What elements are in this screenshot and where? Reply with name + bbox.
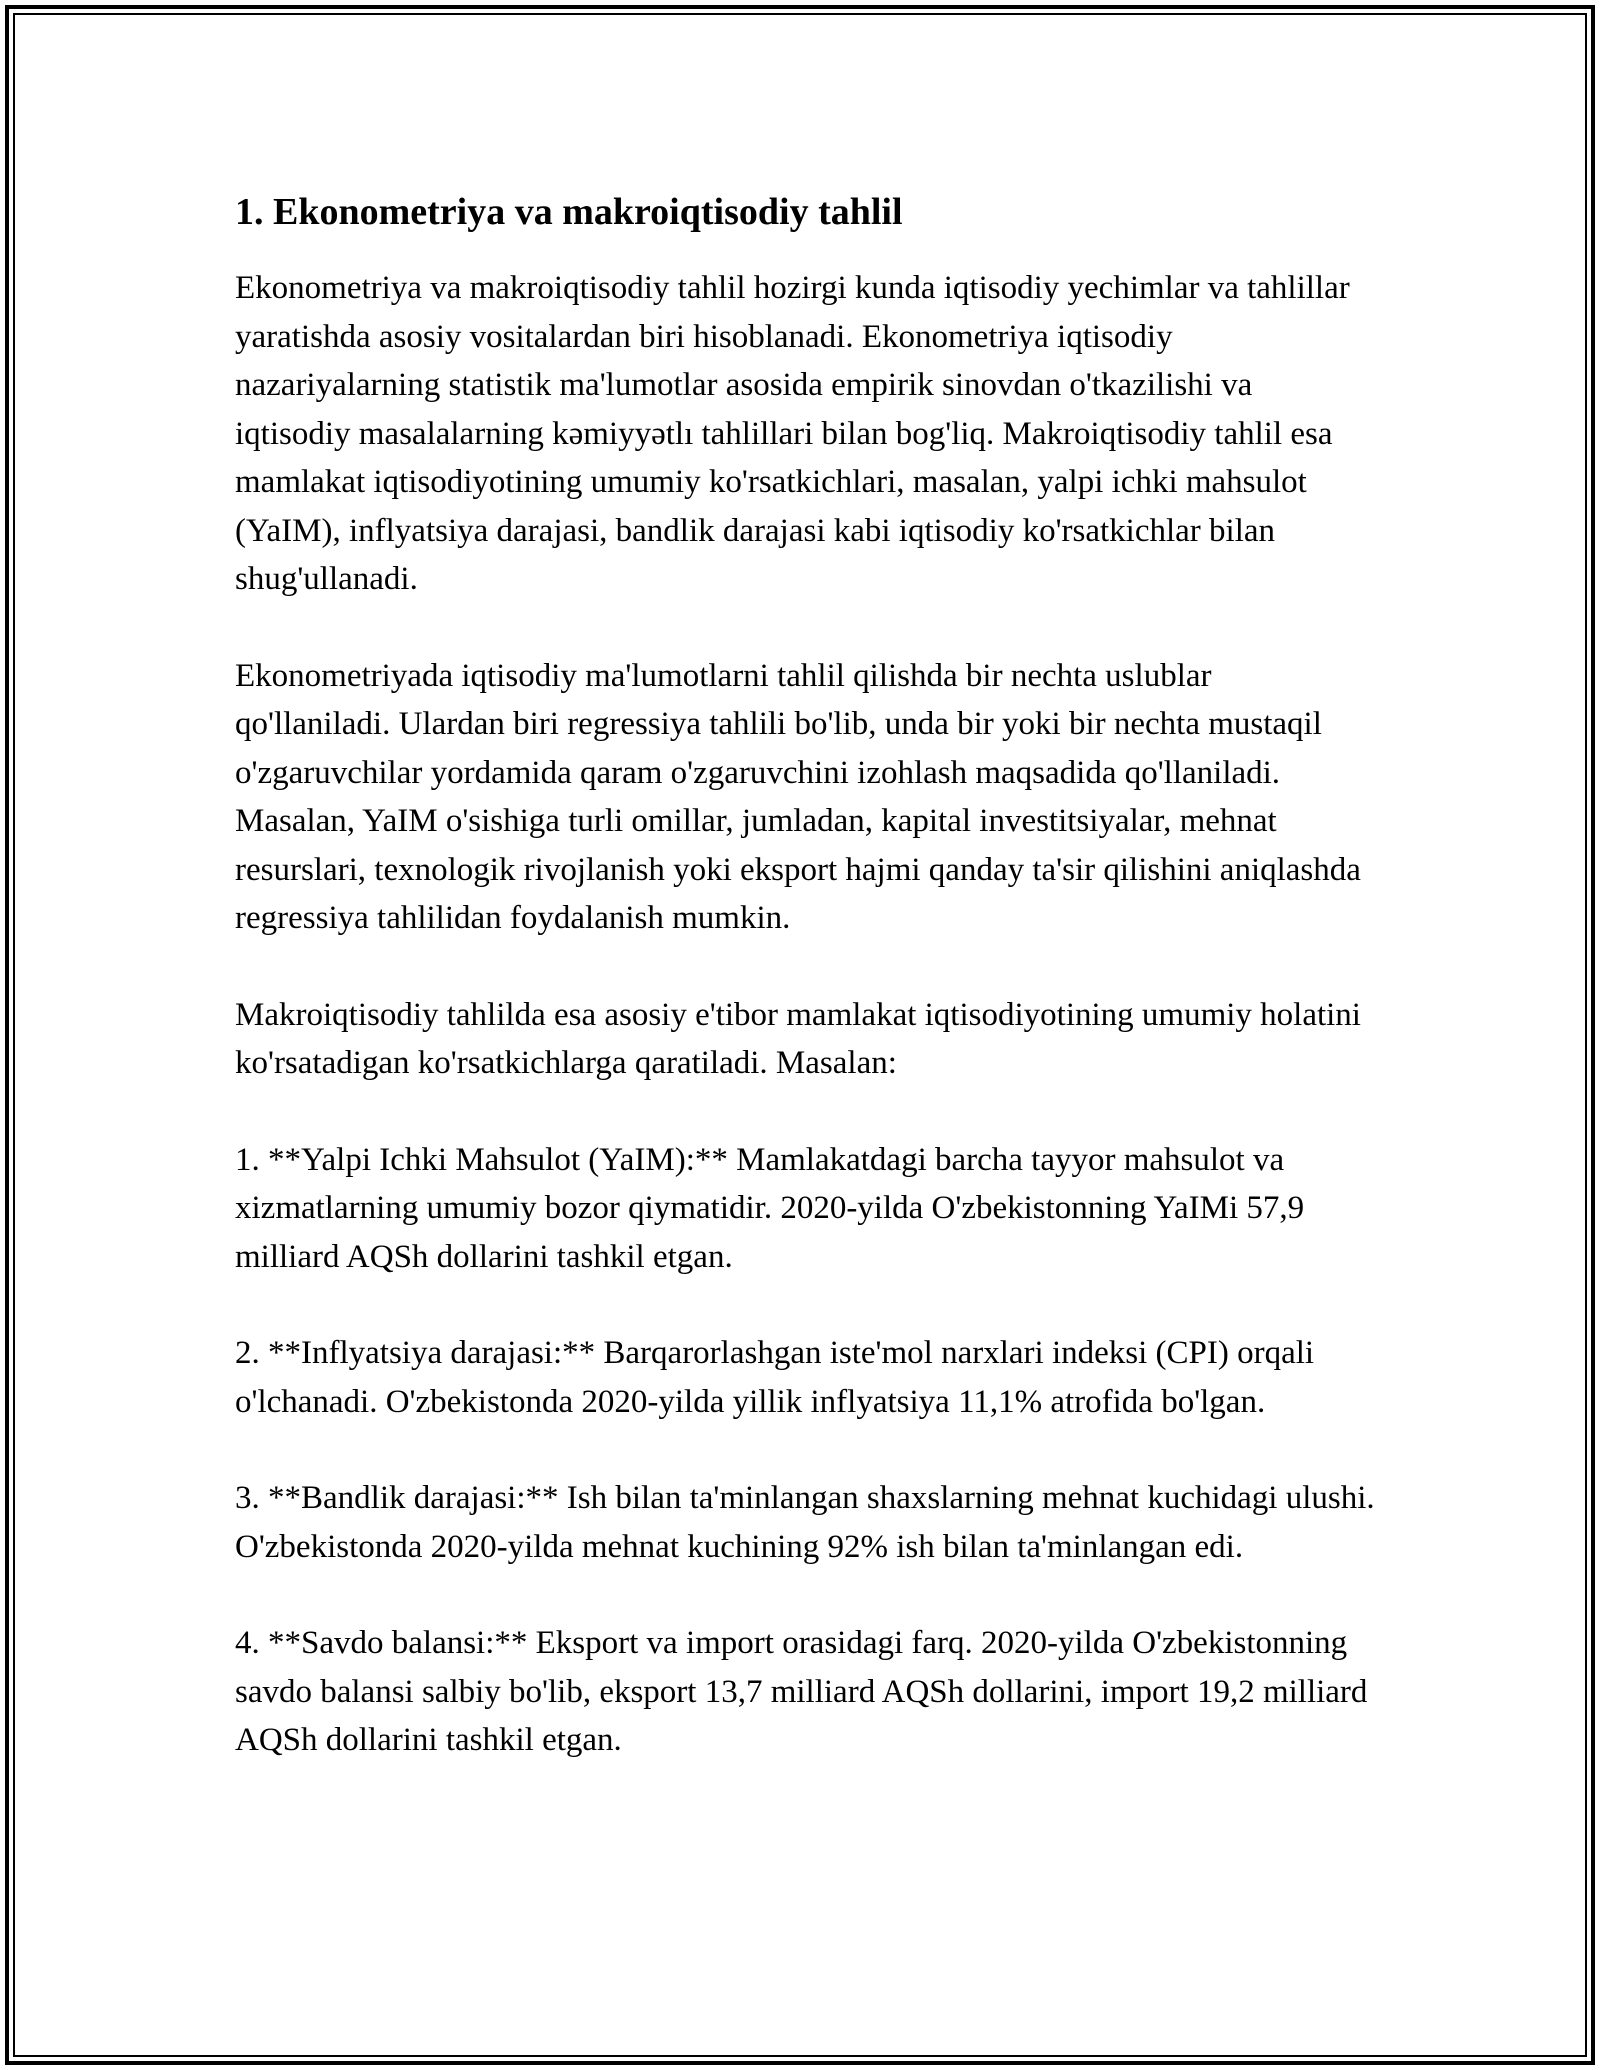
- section-heading: 1. Ekonometriya va makroiqtisodiy tahlil: [235, 191, 903, 233]
- regression-paragraph: Ekonometriyada iqtisodiy ma'lumotlarni tahlil qilishda bir nechta uslublar qo'llaniladi. Ulardan biri regressiya tahlili bo'lib, unda bir yoki bir nechta mustaqil o'zgaruvchilar yordamida qaram o'zgaruvchini izohlash maqsadida qo'llaniladi. Masalan, YaIM o'sishiga turli omillar, jumladan, kapital investitsiyalar, mehnat resurslari, texnologik rivojlanish yoki eksport hajmi qanday ta'sir qilishini aniqlashda regressiya tahlilidan foydalanish mumkin.: [235, 657, 1361, 936]
- list-item-employment: 3. **Bandlik darajasi:** Ish bilan ta'minlangan shaxslarning mehnat kuchidagi ulushi. O'zbekistonda 2020-yilda mehnat kuchining 92% ish bilan ta'minlangan edi.: [235, 1480, 1375, 1565]
- list-item-trade-balance: 4. **Savdo balansi:** Eksport va import orasidagi farq. 2020-yilda O'zbekistonning savdo balansi salbiy bo'lib, eksport 13,7 milliard AQSh dollarini, import 19,2 milliard AQSh dollarini tashkil etgan.: [235, 1625, 1368, 1758]
- macro-indicators-intro: Makroiqtisodiy tahlilda esa asosiy e'tibor mamlakat iqtisodiyotining umumiy holatini ko'rsatadigan ko'rsatkichlarga qaratiladi. Masalan:: [235, 996, 1361, 1081]
- list-item-inflation: 2. **Inflyatsiya darajasi:** Barqarorlashgan iste'mol narxlari indeksi (CPI) orqali o'lchanadi. O'zbekistonda 2020-yilda yillik inflyatsiya 11,1% atrofida bo'lgan.: [235, 1335, 1315, 1420]
- document-body: [235, 186, 1375, 1765]
- list-item-gdp: 1. **Yalpi Ichki Mahsulot (YaIM):** Mamlakatdagi barcha tayyor mahsulot va xizmatlarning umumiy bozor qiymatidir. 2020-yilda O'zbekistonning YaIMi 57,9 milliard AQSh dollarini tashkil etgan.: [235, 1141, 1305, 1275]
- intro-paragraph: Ekonometriya va makroiqtisodiy tahlil hozirgi kunda iqtisodiy yechimlar va tahlillar yaratishda asosiy vositalardan biri hisoblanadi. Ekonometriya iqtisodiy nazariyalarning statistik ma'lumotlar asosida empirik sinovdan o'tkazilishi va iqtisodiy masalalarning kəmiyyətlı tahlillari bilan bog'liq. Makroiqtisodiy tahlil esa mamlakat iqtisodiyotining umumiy ko'rsatkichlari, masalan, yalpi ichki mahsulot (YaIM), inflyatsiya darajasi, bandlik darajasi kabi iqtisodiy ko'rsatkichlar bilan shug'ullanadi.: [235, 270, 1350, 597]
